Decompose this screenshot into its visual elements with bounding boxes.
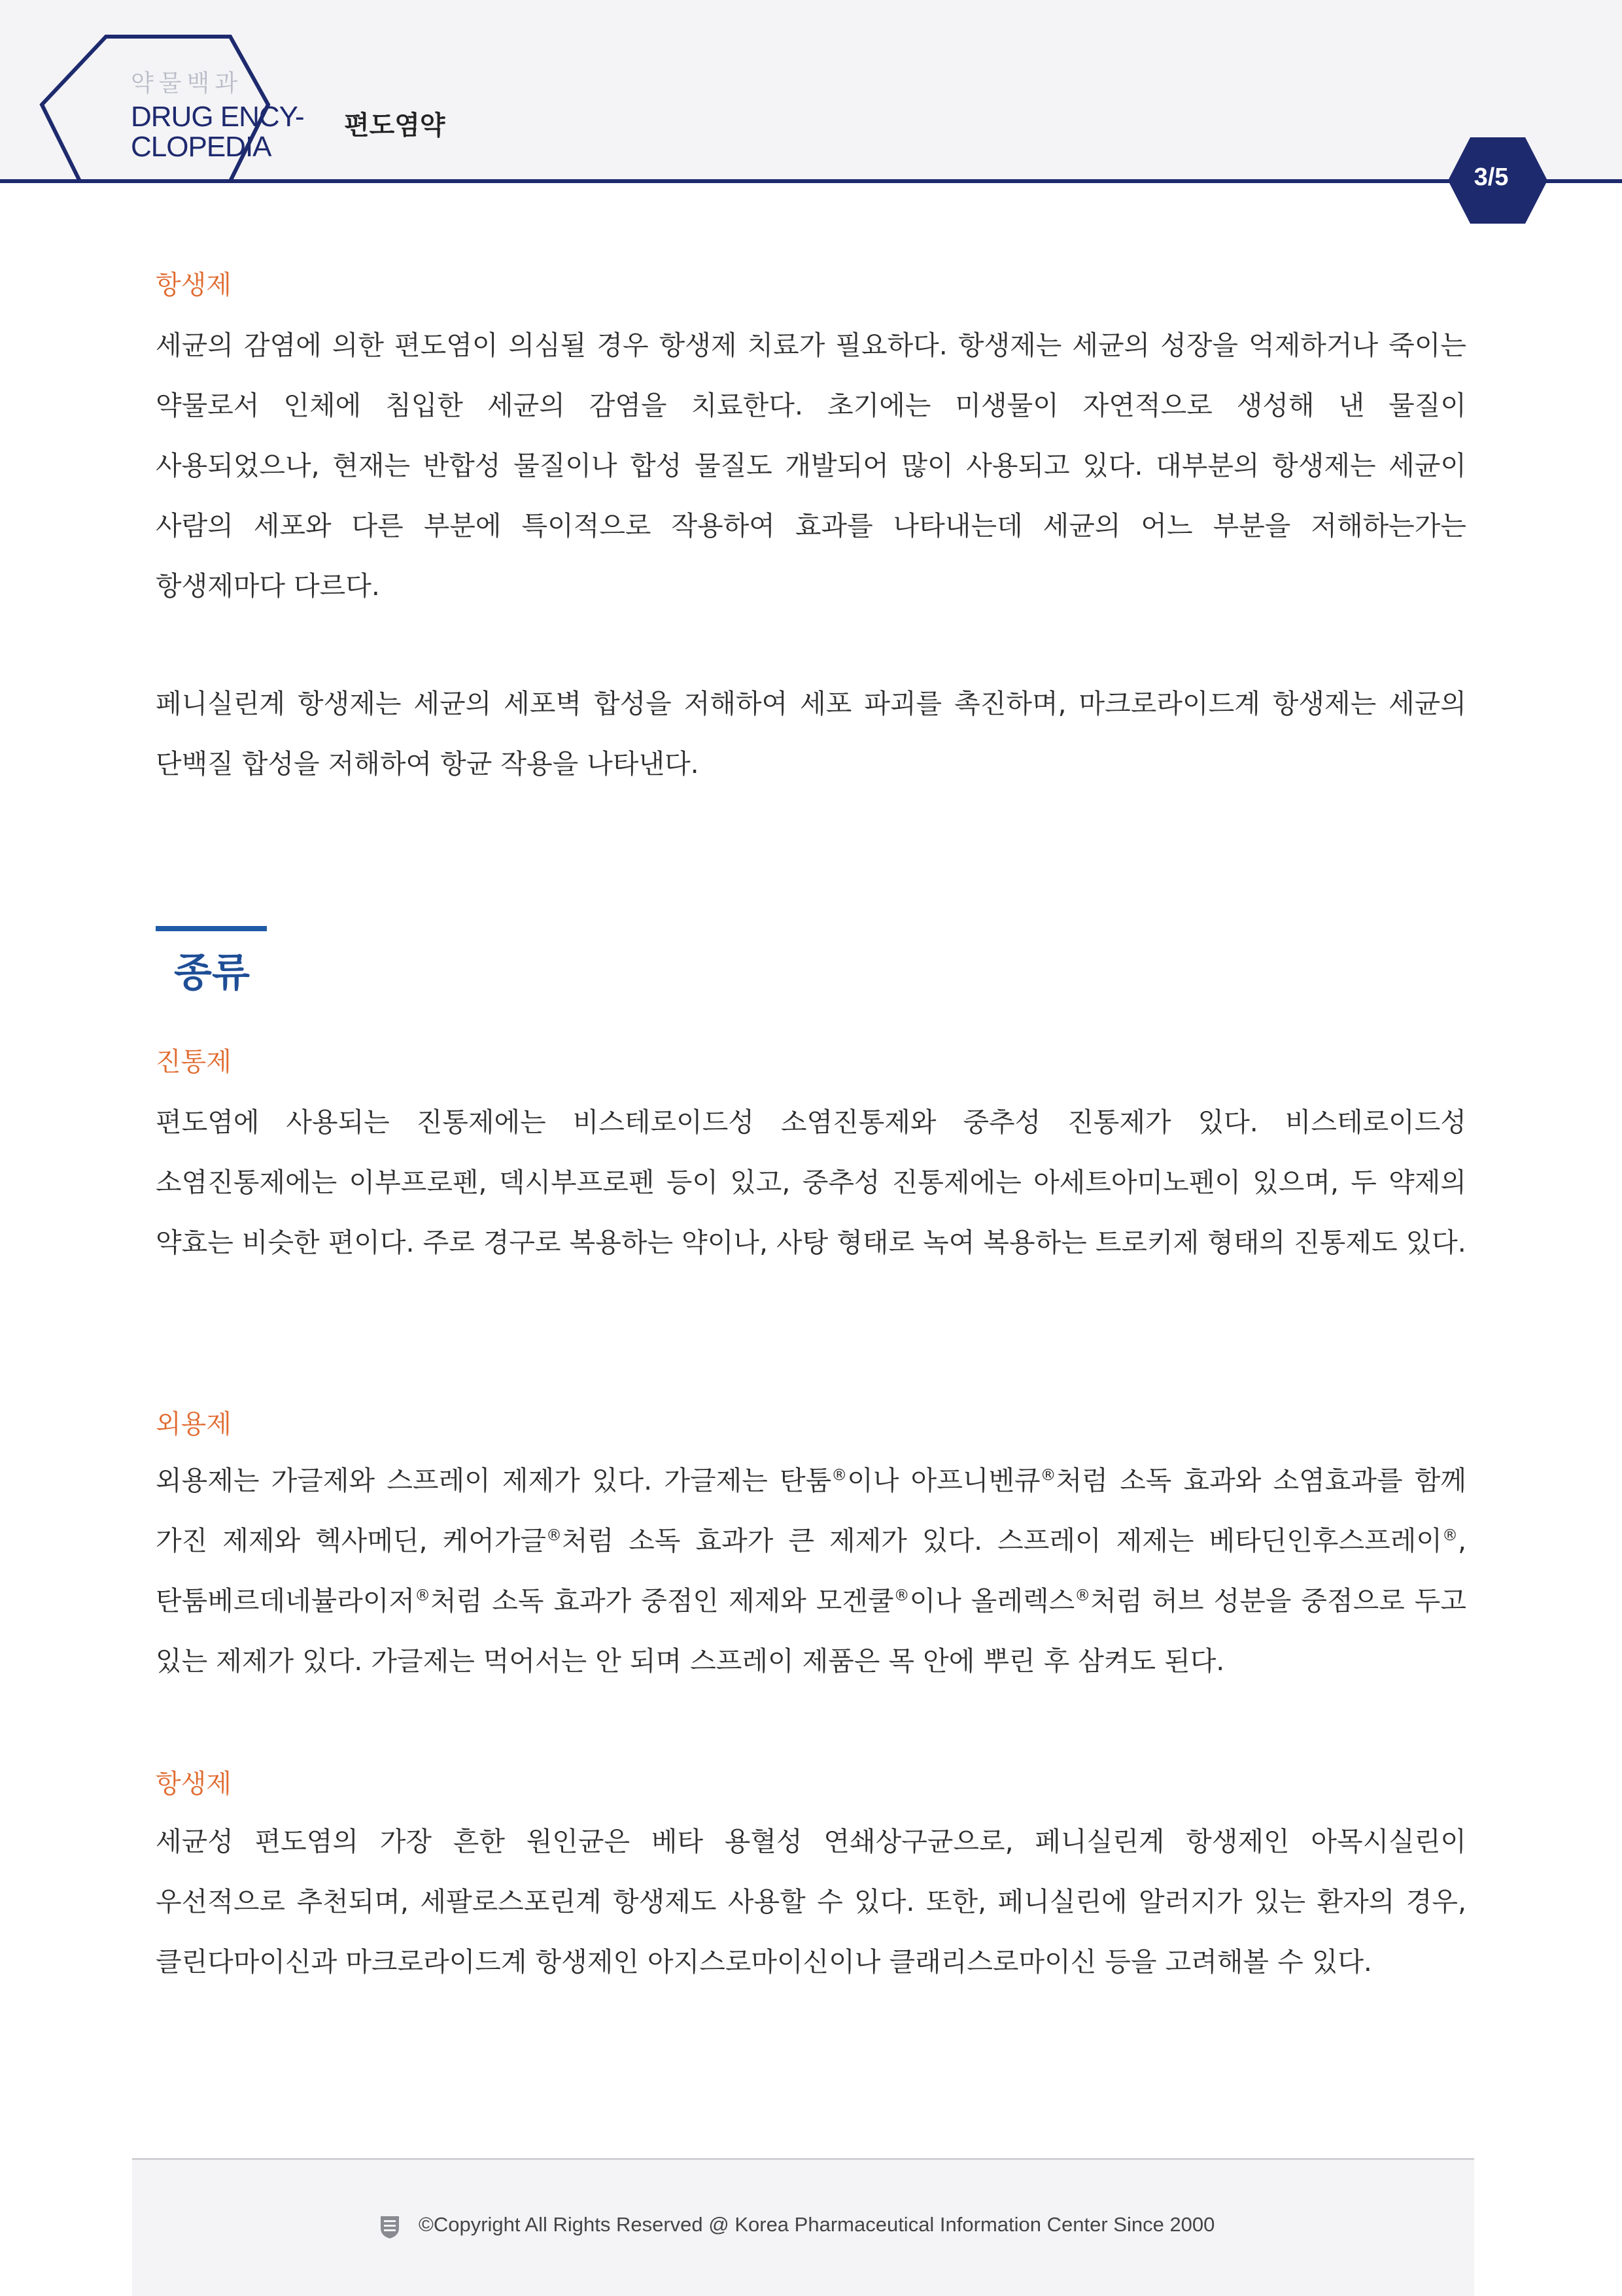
intro-paragraph-1: 세균의 감염에 의한 편도염이 의심될 경우 항생제 치료가 필요하다. 항생제는 세균의 성장을 억제하거나 죽이는 약물로서 인체에 침입한 세균의 감염을 치료한다. 초기에는 미생물이 자연적으로 생성해 낸 물질이 사용되었으나, 현재는 반합성 물질이나 합성 물질도 개발되어 많이 사용되고 있다. 대부분의 항생제는 세균이 사람의 세포와 다른 부분에 특이적으로 작용하여 효과를 나타내는데 세균의 어느 부분을 저해하는가는 항생제마다 다르다.	[156, 330, 1466, 602]
registered-mark: ®	[831, 1465, 848, 1484]
registered-mark: ®	[1075, 1586, 1091, 1605]
registered-mark: ®	[415, 1586, 431, 1605]
topical-paragraph: 외용제는 가글제와 스프레이 제제가 있다. 가글제는 탄툼®이나 아프니벤큐®처럼 소독 효과와 소염효과를 함께 가진 제제와 헥사메딘, 케어가글®처럼 소독 효과가 큰 제제가 있다. 스프레이 제제는 베타딘인후스프레이®, 탄툼베르데네뷸라이저®처럼 소독 효과가 중점인 제제와 모겐쿨®이나 올레렉스®처럼 허브 성분을 중점으로 두고 있는 제제가 있다. 가글제는 먹어서는 안 되며 스프레이 제품은 목 안에 뿌린 후 삼켜도 된다.	[156, 1465, 1466, 1677]
antibiotics-heading: 항생제	[156, 1769, 232, 1799]
page-number: 3/5	[1474, 163, 1509, 191]
antibiotics-paragraph: 세균성 편도염의 가장 흔한 원인균은 베타 용혈성 연쇄상구균으로, 페니실린계 항생제인 아목시실린이 우선적으로 추천되며, 세팔로스포린계 항생제도 사용할 수 있다. 또한, 페니실린에 알러지가 있는 환자의 경우, 클린다마이신과 마크로라이드계 항생제인 아지스로마이신이나 클래리스로마이신 등을 고려해볼 수 있다.	[156, 1826, 1466, 1978]
logo-english-line1: DRUG ENCY-	[131, 100, 304, 133]
analgesics-paragraph: 편도염에 사용되는 진통제에는 비스테로이드성 소염진통제와 중추성 진통제가 있다. 비스테로이드성 소염진통제에는 이부프로펜, 덱시부프로펜 등이 있고, 중추성 진통제에는 아세트아미노펜이 있으며, 두 약제의 약효는 비슷한 편이다. 주로 경구로 복용하는 약이나, 사탕 형태로 녹여 복용하는 트로키제 형태의 진통제도 있다.	[156, 1106, 1466, 1258]
document-title: 편도염약	[344, 111, 445, 141]
registered-mark: ®	[893, 1586, 910, 1605]
registered-mark: ®	[1040, 1465, 1056, 1484]
section-title: 종류	[174, 950, 250, 996]
intro-paragraph-2: 페니실린계 항생제는 세균의 세포벽 합성을 저해하여 세포 파괴를 촉진하며, 마크로라이드계 항생제는 세균의 단백질 합성을 저해하여 항균 작용을 나타낸다.	[156, 688, 1466, 780]
copyright-text: ©Copyright All Rights Reserved @ Korea Pharmaceutical Information Center Since 2000	[419, 2213, 1215, 2236]
topical-heading: 외용제	[156, 1409, 232, 1439]
kpic-emblem-icon	[378, 2214, 402, 2240]
logo-english-line2: CLOPEDIA	[131, 130, 271, 163]
section-accent-bar	[156, 926, 267, 931]
analgesics-heading: 진통제	[156, 1047, 232, 1077]
registered-mark: ®	[546, 1526, 562, 1545]
registered-mark: ®	[1441, 1526, 1458, 1545]
logo	[131, 71, 304, 162]
logo-korean: 약물백과	[131, 69, 243, 96]
intro-heading: 항생제	[156, 270, 232, 300]
